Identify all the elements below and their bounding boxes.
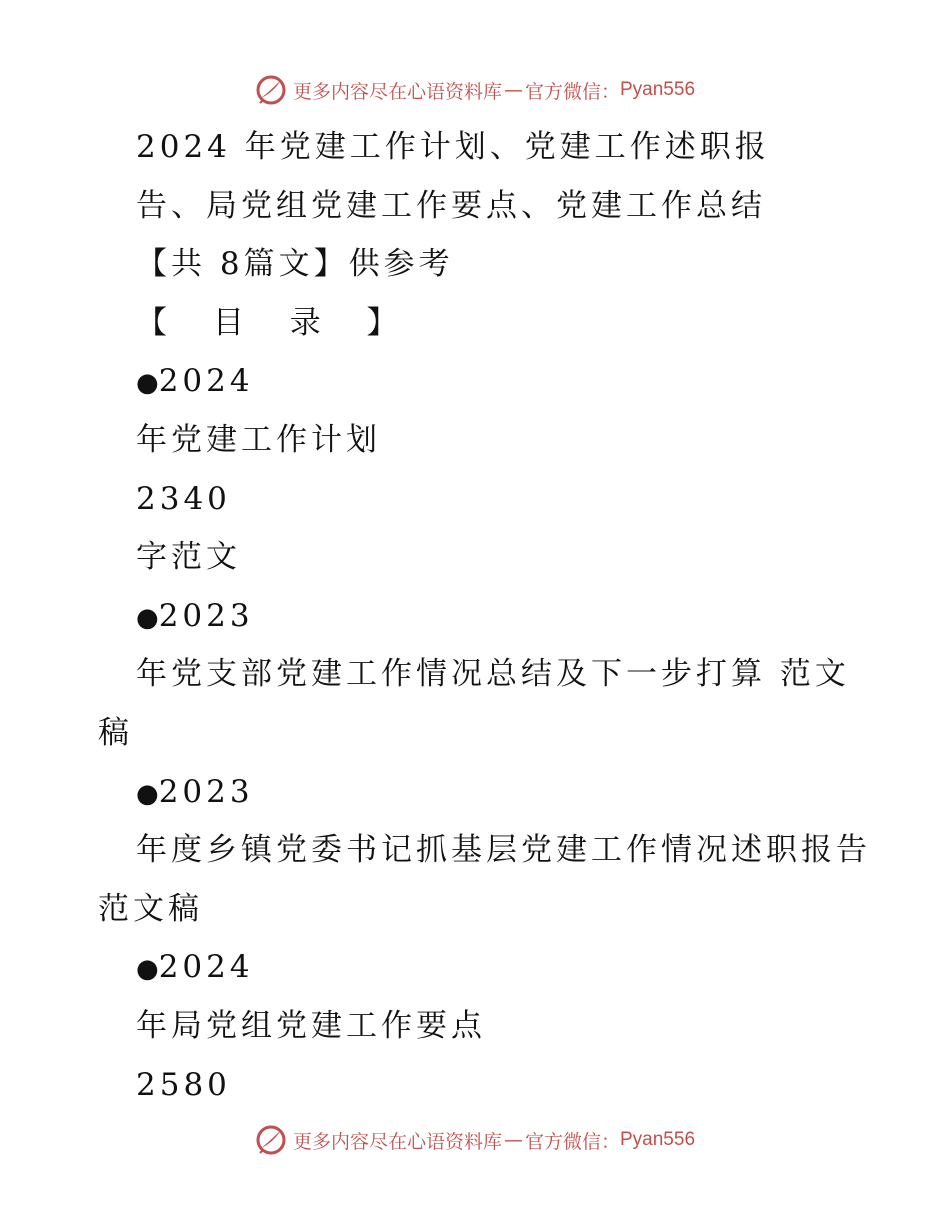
watermark-banner-bottom xyxy=(0,1120,950,1160)
toc-heading: 【 目 录 】 xyxy=(136,304,416,341)
bullet-icon: ● xyxy=(136,368,159,399)
bullet-icon: ● xyxy=(136,954,159,985)
toc-item-4-title: 年局党组党建工作要点 xyxy=(136,1007,486,1044)
bullet-icon: ● xyxy=(136,778,159,809)
toc-item-1-count: 2340 xyxy=(136,480,231,517)
toc-item-4-year xyxy=(98,938,858,997)
quill-logo-icon xyxy=(255,1124,287,1156)
toc-item-1-count-suffix: 字范文 xyxy=(136,539,241,576)
toc-item-year: 2023 xyxy=(158,597,254,634)
title-line-2: 告、局党组党建工作要点、党建工作总结 xyxy=(136,187,766,224)
toc-item-1-year xyxy=(98,352,858,411)
toc-item-2-year xyxy=(98,587,858,646)
toc-item-3-title-line-2: 范文稿 xyxy=(98,890,203,927)
toc-item-3-year xyxy=(98,763,858,822)
watermark-wechat-label: 官方微信： xyxy=(524,1130,620,1153)
toc-item-year: 2024 xyxy=(158,949,254,986)
title-line-1: 2024 年党建工作计划、党建工作述职报 xyxy=(136,129,770,165)
watermark-site-text: 更多内容尽在心语资料库 xyxy=(292,1130,502,1153)
toc-item-2-title-line-1: 年党支部党建工作情况总结及下一步打算 范文 xyxy=(136,656,850,693)
watermark-wechat-label: 官方微信： xyxy=(524,80,620,103)
watermark-banner-top xyxy=(0,70,950,110)
toc-item-year: 2024 xyxy=(158,363,254,400)
quill-logo-icon xyxy=(255,74,287,106)
watermark-site-text: 更多内容尽在心语资料库 xyxy=(292,80,502,103)
toc-item-1-title: 年党建工作计划 xyxy=(136,421,381,458)
toc-item-2-title-line-2: 稿 xyxy=(98,714,133,751)
toc-item-4-count: 2580 xyxy=(136,1066,231,1103)
watermark-wechat-id: Pyan556 xyxy=(620,1129,696,1150)
document-body xyxy=(98,118,871,1114)
bullet-icon: ● xyxy=(136,602,159,633)
toc-item-year: 2023 xyxy=(158,773,254,810)
watermark-wechat-id: Pyan556 xyxy=(620,79,696,100)
toc-item-3-title-line-1: 年度乡镇党委书记抓基层党建工作情况述职报告 xyxy=(136,832,871,869)
watermark-dash: — xyxy=(503,1129,523,1151)
title-line-3: 【共 8篇文】供参考 xyxy=(136,246,454,283)
watermark-dash: — xyxy=(503,79,523,101)
